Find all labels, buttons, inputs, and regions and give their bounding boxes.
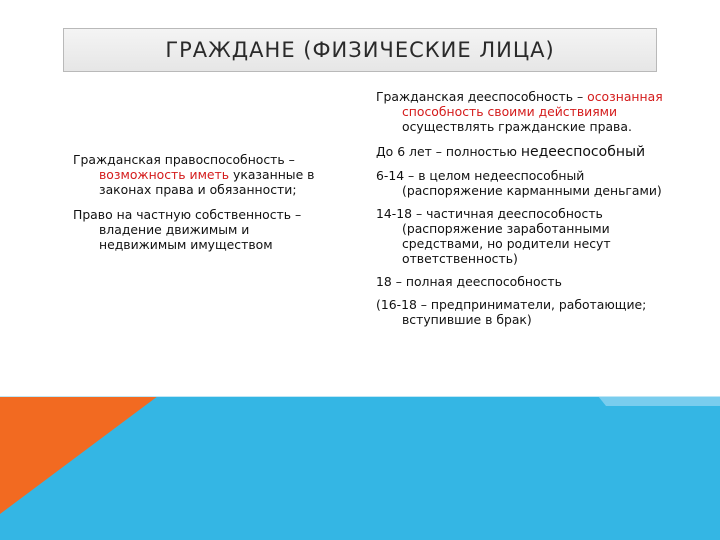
item-text-large: недееспособный (520, 144, 646, 160)
right-column (376, 89, 666, 327)
age-14-18-item: 14-18 – частичная дееспособность (распоряжение заработанными средствами, но родители несут ответственность) (376, 206, 611, 266)
civil-legal-capacity-item (73, 152, 323, 197)
highlight-text: осознанная способность своими действиями (402, 89, 663, 119)
band-light-stripe (598, 396, 720, 406)
age-under-6-item (376, 144, 666, 160)
decorative-bottom-band (0, 396, 720, 540)
age-16-18-item: (16-18 – предприниматели, работающие; вступившие в брак) (376, 297, 647, 327)
item-text: указанные в законах права и обязанности; (99, 167, 315, 197)
highlight-text: возможность иметь (99, 167, 230, 182)
private-property-item: Право на частную собственность – владение движимым и недвижимым имуществом (73, 207, 302, 252)
slide-title (63, 28, 657, 72)
item-text: До 6 лет – полностью (376, 144, 521, 159)
age-18-item: 18 – полная дееспособность (376, 274, 562, 289)
civil-capacity-item (376, 89, 666, 134)
item-text: Гражданская дееспособность – (376, 89, 588, 104)
left-column (73, 152, 323, 252)
item-text: Гражданская правоспособность – (73, 152, 295, 167)
item-text: осуществлять гражданские права. (402, 119, 632, 134)
age-6-14-item: 6-14 – в целом недееспособный (распоряжение карманными деньгами) (376, 168, 662, 198)
slide-title-text: ГРАЖДАНЕ (ФИЗИЧЕСКИЕ ЛИЦА) (165, 38, 555, 62)
